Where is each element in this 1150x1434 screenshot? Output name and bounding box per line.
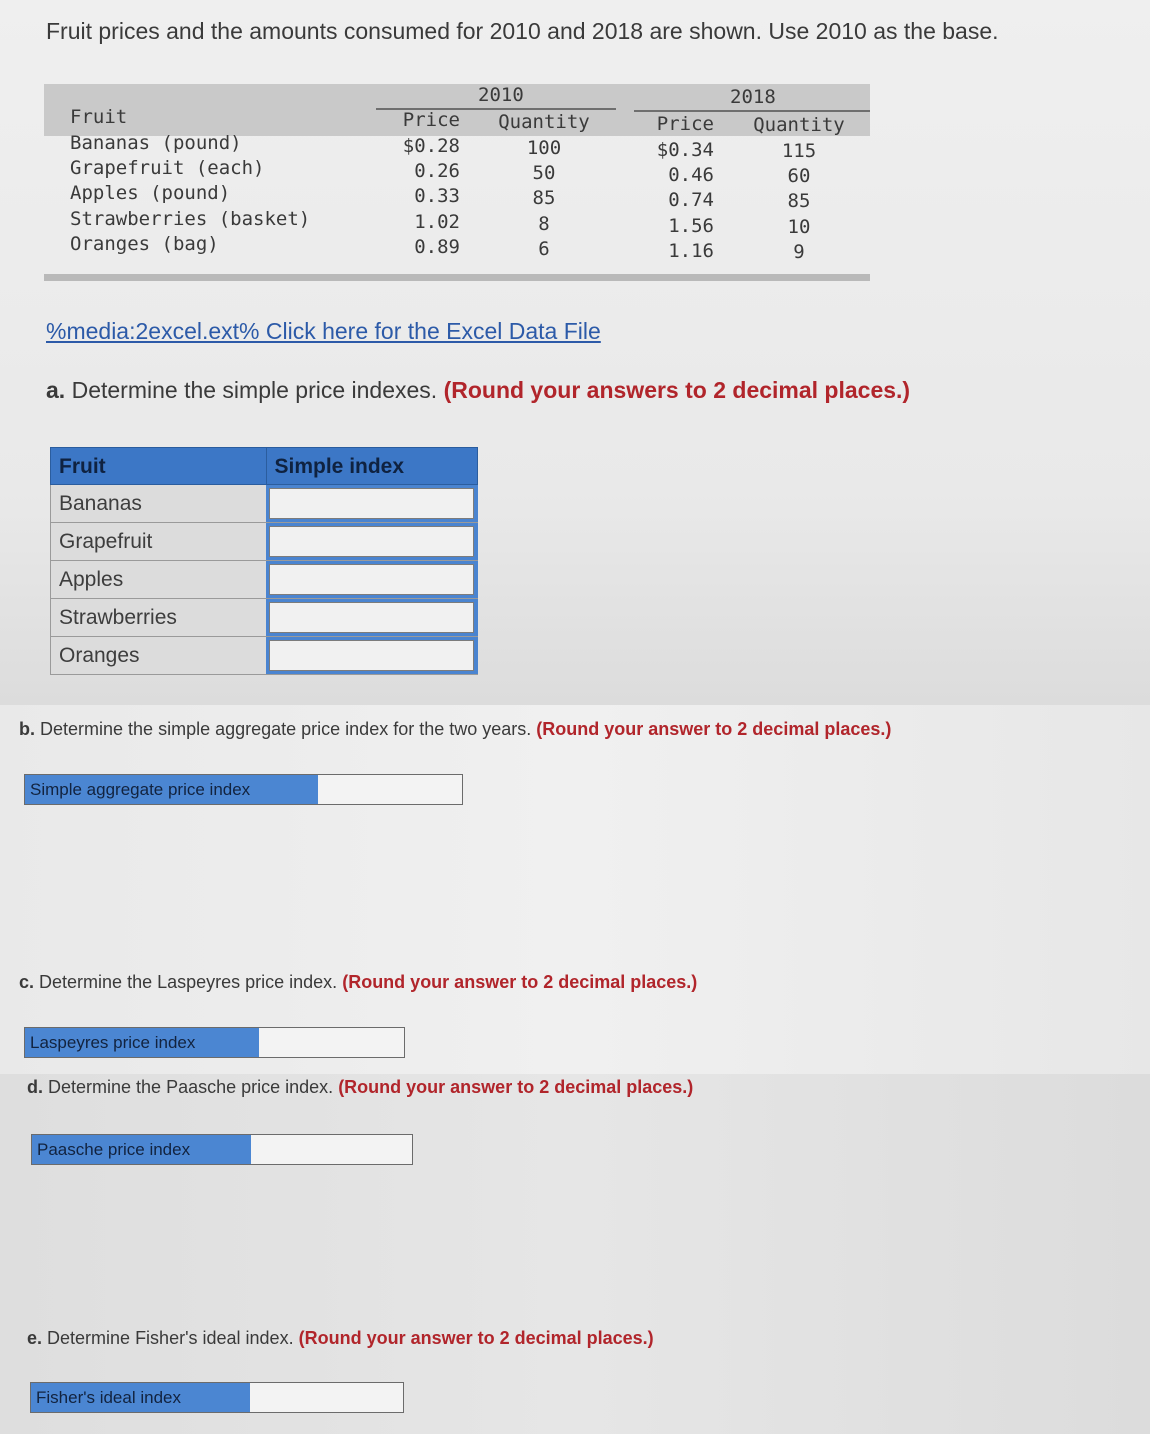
quantity-2018: 9: [793, 241, 805, 263]
part-c-question: [19, 972, 697, 993]
part-e-label: e.: [27, 1328, 43, 1348]
quantity-2018: 10: [787, 216, 811, 238]
quantity-2010: 50: [532, 162, 556, 184]
fruit-name: Grapefruit (each): [70, 157, 265, 179]
header-fruit: Fruit: [59, 455, 106, 478]
fruit-data-table: [44, 84, 870, 282]
table-row: [50, 599, 478, 637]
laspeyres-input[interactable]: [259, 1028, 404, 1057]
price-2018: 0.74: [668, 189, 714, 211]
fruit-name: Strawberries (basket): [70, 208, 311, 230]
quantity-2010: 85: [532, 187, 556, 209]
simple-aggregate-field: [24, 774, 463, 805]
quantity-2010: 6: [538, 238, 550, 260]
simple-index-answer-table: [50, 447, 478, 675]
lower-panel-background: [0, 1074, 1150, 1434]
part-a-question: [46, 377, 910, 404]
part-c-text: Determine the Laspeyres price index.: [39, 972, 338, 992]
apples-index-input[interactable]: [269, 564, 474, 595]
part-d-hint: (Round your answer to 2 decimal places.): [338, 1077, 694, 1097]
header-quantity-2018: Quantity: [753, 114, 845, 136]
answer-table-header: [50, 447, 478, 485]
row-label-grapefruit: Grapefruit: [50, 523, 266, 560]
row-label-bananas: Bananas: [50, 485, 266, 522]
grapefruit-index-input[interactable]: [269, 526, 474, 557]
price-2018: 1.56: [668, 215, 714, 237]
part-b-label: b.: [19, 719, 35, 739]
strawberries-index-input[interactable]: [269, 602, 474, 633]
header-price-2010: Price: [402, 109, 460, 131]
price-2018: 1.16: [668, 240, 714, 262]
part-d-text: Determine the Paasche price index.: [48, 1077, 334, 1097]
price-2010: 1.02: [414, 211, 460, 233]
price-2010: $0.28: [402, 135, 460, 157]
header-price-2018: Price: [656, 113, 714, 135]
header-fruit: Fruit: [70, 106, 128, 128]
part-b-hint: (Round your answer to 2 decimal places.): [536, 719, 892, 739]
quantity-2010: 100: [526, 137, 562, 159]
fruit-name: Oranges (bag): [70, 233, 219, 255]
bananas-index-input[interactable]: [269, 488, 474, 519]
header-simple-index: Simple index: [266, 448, 478, 484]
part-c-label: c.: [19, 972, 35, 992]
header-quantity-2010: Quantity: [498, 111, 590, 133]
simple-aggregate-label: Simple aggregate price index: [25, 775, 318, 804]
paasche-input[interactable]: [251, 1135, 412, 1164]
price-2010: 0.26: [414, 160, 460, 182]
table-row: [50, 523, 478, 561]
part-e-hint: (Round your answer to 2 decimal places.): [298, 1328, 654, 1348]
part-a-label: a.: [46, 377, 66, 403]
laspeyres-label: Laspeyres price index: [25, 1028, 259, 1057]
year-2010-label: 2010: [478, 84, 524, 106]
fisher-label: Fisher's ideal index: [31, 1383, 250, 1412]
part-e-text: Determine Fisher's ideal index.: [47, 1328, 294, 1348]
row-label-strawberries: Strawberries: [50, 599, 266, 636]
table-row: [50, 561, 478, 599]
part-c-hint: (Round your answer to 2 decimal places.): [342, 972, 698, 992]
quantity-2018: 115: [781, 140, 817, 162]
fruit-name: Bananas (pound): [70, 132, 242, 154]
simple-aggregate-input[interactable]: [318, 775, 462, 804]
part-d-question: [27, 1077, 693, 1098]
table-bottom-rule: [44, 274, 870, 281]
part-b-text: Determine the simple aggregate price index for the two years.: [40, 719, 532, 739]
excel-data-file-link[interactable]: %media:2excel.ext% Click here for the Excel Data File: [46, 318, 601, 344]
fruit-name: Apples (pound): [70, 182, 231, 204]
fisher-input[interactable]: [250, 1383, 403, 1412]
quantity-2010: 8: [538, 213, 550, 235]
table-row: [50, 637, 478, 675]
price-2018: 0.46: [668, 164, 714, 186]
part-e-question: [27, 1328, 654, 1349]
row-label-oranges: Oranges: [50, 637, 266, 674]
year-2018-label: 2018: [730, 86, 776, 108]
year-2018-rule: [634, 110, 870, 112]
oranges-index-input[interactable]: [269, 640, 474, 671]
part-d-label: d.: [27, 1077, 43, 1097]
fisher-field: [30, 1382, 404, 1413]
problem-intro: Fruit prices and the amounts consumed for 2010 and 2018 are shown. Use 2010 as the base.: [46, 18, 999, 44]
part-b-question: [19, 719, 891, 740]
paasche-field: [31, 1134, 413, 1165]
row-label-apples: Apples: [50, 561, 266, 598]
quantity-2018: 60: [787, 165, 811, 187]
price-2010: 0.89: [414, 236, 460, 258]
part-a-text: Determine the simple price indexes.: [71, 377, 438, 403]
price-2018: $0.34: [656, 139, 714, 161]
part-a-hint: (Round your answers to 2 decimal places.): [443, 377, 911, 403]
quantity-2018: 85: [787, 190, 811, 212]
table-row: [50, 485, 478, 523]
paasche-label: Paasche price index: [32, 1135, 251, 1164]
laspeyres-field: [24, 1027, 405, 1058]
price-2010: 0.33: [414, 185, 460, 207]
